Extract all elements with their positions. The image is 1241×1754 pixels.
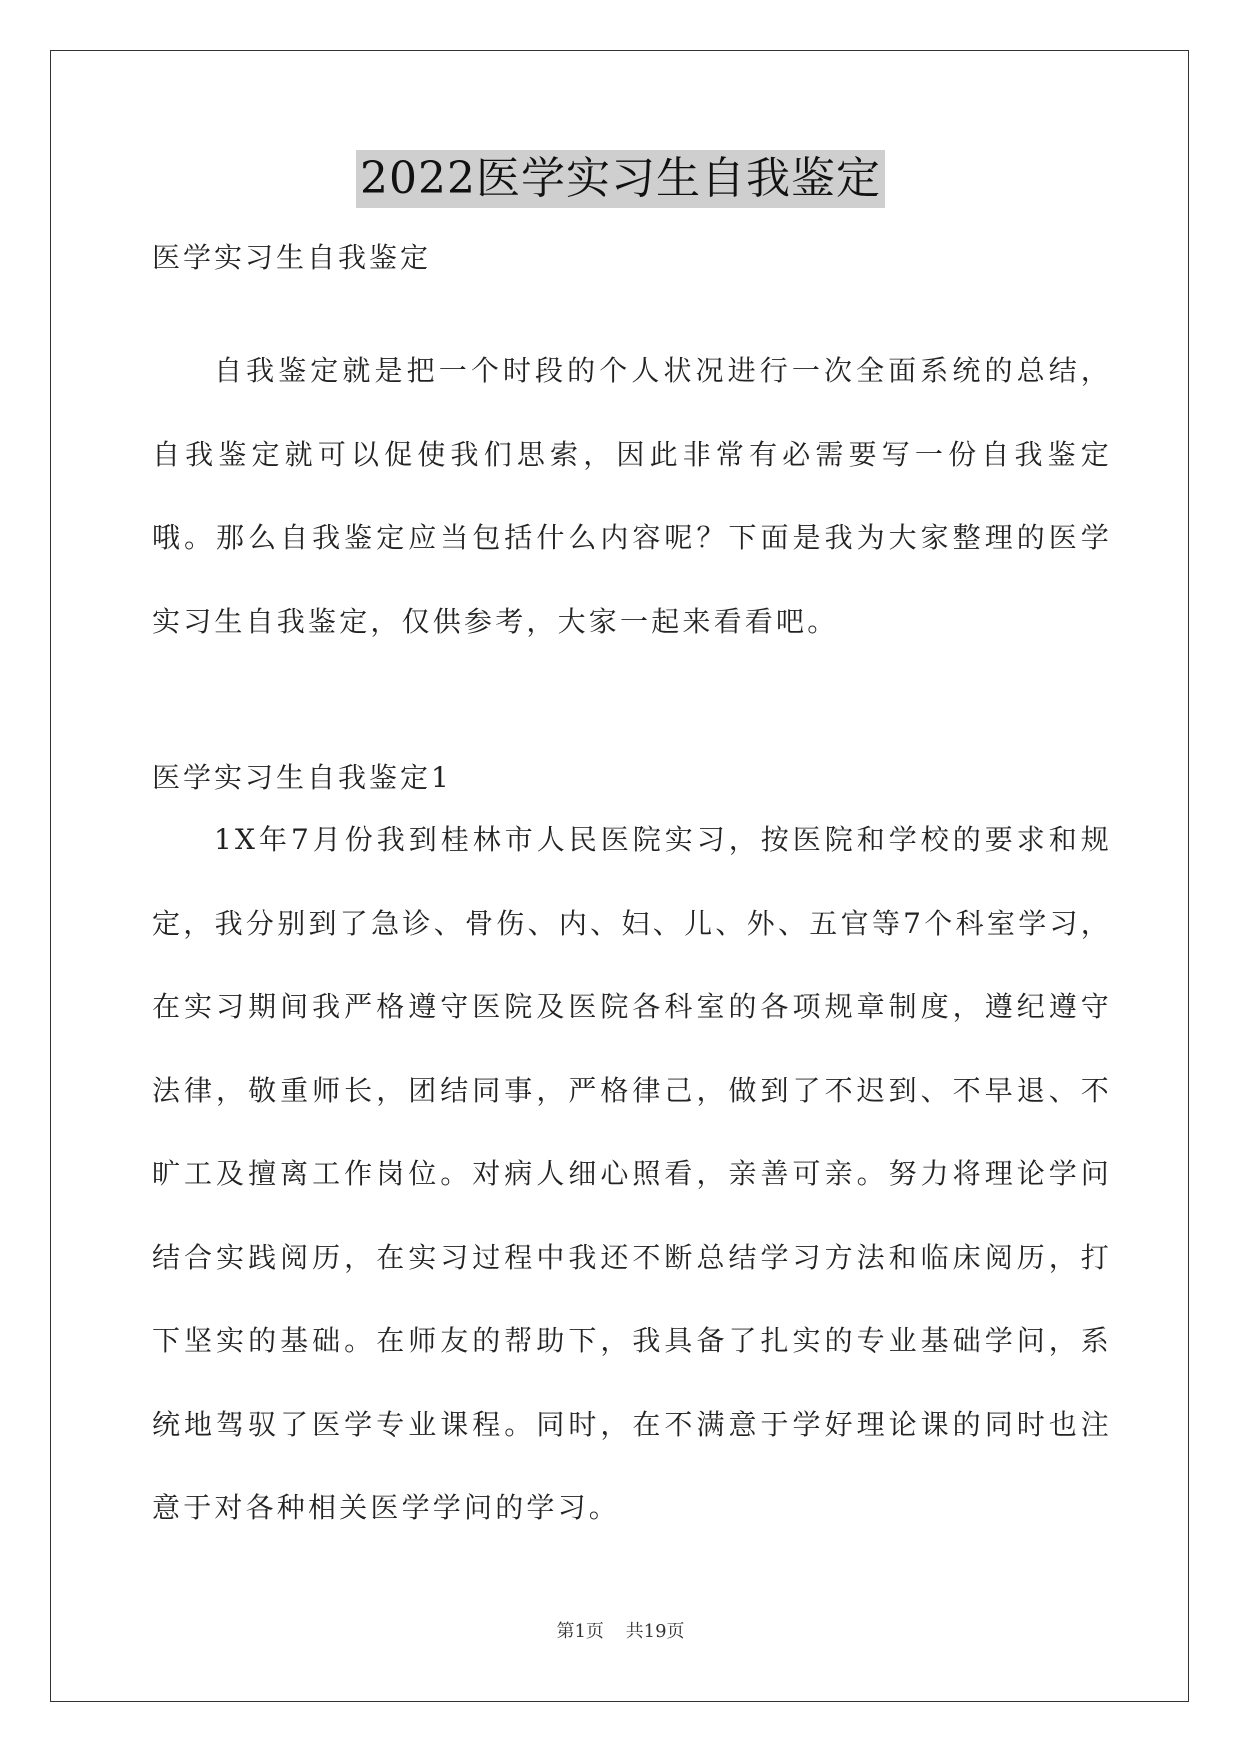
body-paragraph: 1X年7月份我到桂林市人民医院实习，按医院和学校的要求和规定，我分别到了急诊、骨伤、内、妇、儿、外、五官等7个科室学习，在实习期间我严格遵守医院及医院各科室的各项规章制度，遵纪遵守法律，敬重师长，团结同事，严格律己，做到了不迟到、不早退、不旷工及擅离工作岗位。对病人细心照看，亲善可亲。努力将理论学问结合实践阅历，在实习过程中我还不断总结学习方法和临床阅历，打下坚实的基础。在师友的帮助下，我具备了扎实的专业基础学问，系统地驾驭了医学专业课程。同时，在不满意于学好理论课的同时也注意于对各种相关医学学问的学习。 — [152, 823, 1112, 1524]
page-footer — [0, 1620, 1241, 1644]
page-number: 第1页 — [556, 1621, 604, 1642]
section-heading: 医学实习生自我鉴定1 — [152, 761, 452, 794]
page-total: 共19页 — [625, 1621, 685, 1642]
intro-paragraph: 自我鉴定就是把一个时段的个人状况进行一次全面系统的总结，自我鉴定就可以促使我们思索，因此非常有必需要写一份自我鉴定哦。那么自我鉴定应当包括什么内容呢？下面是我为大家整理的医学实习生自我鉴定，仅供参考，大家一起来看看吧。 — [152, 354, 1112, 638]
title-container — [0, 150, 1241, 208]
document-title: 2022医学实习生自我鉴定 — [356, 150, 885, 208]
document-subtitle: 医学实习生自我鉴定 — [152, 241, 432, 274]
